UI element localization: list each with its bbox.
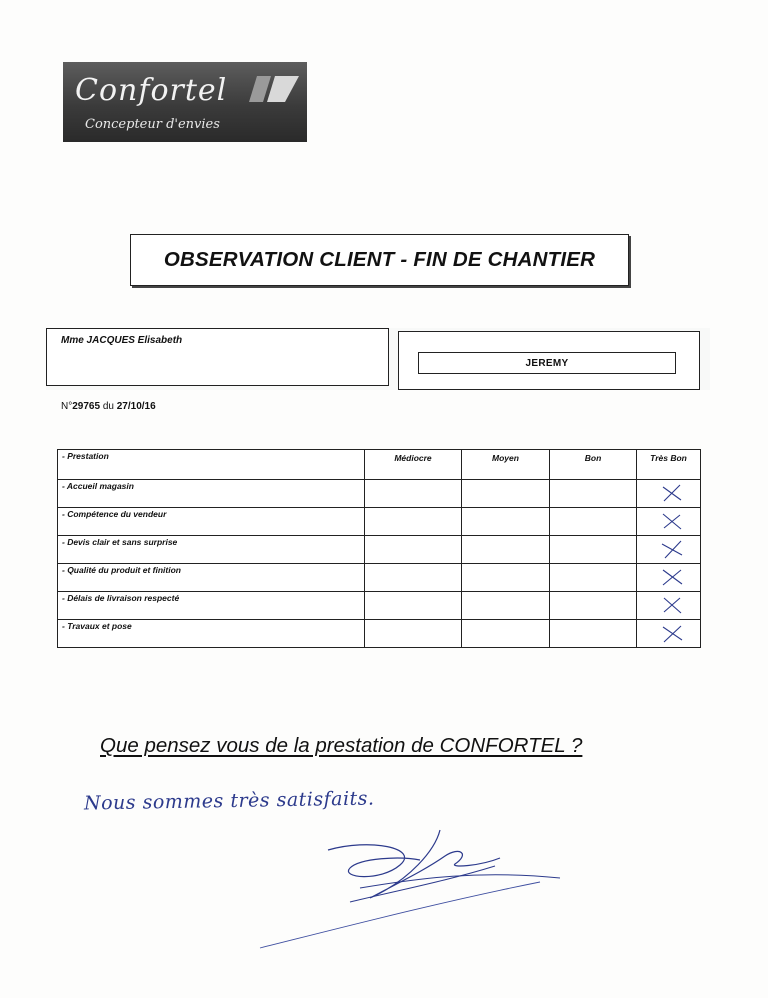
cell-bon[interactable] xyxy=(550,536,637,564)
cell-mediocre[interactable] xyxy=(365,620,462,648)
table-row xyxy=(58,508,701,536)
cell-bon[interactable] xyxy=(550,592,637,620)
table-row xyxy=(58,620,701,648)
cell-mediocre[interactable] xyxy=(365,564,462,592)
row-label: - Devis clair et sans surprise xyxy=(58,536,365,564)
cell-tres-bon[interactable] xyxy=(637,564,701,592)
cell-bon[interactable] xyxy=(550,508,637,536)
cell-moyen[interactable] xyxy=(462,592,550,620)
cell-mediocre[interactable] xyxy=(365,480,462,508)
table-row xyxy=(58,480,701,508)
cell-moyen[interactable] xyxy=(462,564,550,592)
cross-mark-icon xyxy=(661,623,683,643)
technician-box xyxy=(398,331,700,390)
order-du: du xyxy=(102,401,114,412)
cross-mark-icon xyxy=(661,567,683,587)
cell-bon[interactable] xyxy=(550,620,637,648)
cross-mark-icon xyxy=(661,511,683,531)
handwritten-answer: Nous sommes très satisfaits. xyxy=(83,787,375,815)
order-date: 27/10/16 xyxy=(116,401,156,412)
cell-tres-bon[interactable] xyxy=(637,536,701,564)
cell-mediocre[interactable] xyxy=(365,508,462,536)
client-name: Mme JACQUES Elisabeth xyxy=(61,335,183,346)
row-label: - Accueil magasin xyxy=(58,480,365,508)
row-label: - Qualité du produit et finition xyxy=(58,564,365,592)
technician-name: JEREMY xyxy=(525,357,569,369)
cell-tres-bon[interactable] xyxy=(637,508,701,536)
table-header-row xyxy=(58,450,701,480)
order-number: 29765 xyxy=(72,401,101,412)
evaluation-table xyxy=(57,449,701,648)
confortel-logo xyxy=(63,62,307,142)
row-label: - Compétence du vendeur xyxy=(58,508,365,536)
row-label: - Délais de livraison respecté xyxy=(58,592,365,620)
signature-icon xyxy=(250,820,580,960)
header-bon: Bon xyxy=(550,450,637,480)
document-title: OBSERVATION CLIENT - FIN DE CHANTIER xyxy=(163,248,596,271)
cross-mark-icon xyxy=(661,539,683,559)
header-tres-bon: Très Bon xyxy=(637,450,701,480)
header-prestation: - Prestation xyxy=(58,450,365,480)
cell-moyen[interactable] xyxy=(462,536,550,564)
cell-moyen[interactable] xyxy=(462,620,550,648)
cell-bon[interactable] xyxy=(550,564,637,592)
order-reference xyxy=(61,401,156,412)
client-box xyxy=(46,328,389,386)
cell-mediocre[interactable] xyxy=(365,592,462,620)
cell-tres-bon[interactable] xyxy=(637,620,701,648)
document-title-box xyxy=(130,234,629,286)
question-heading: Que pensez vous de la prestation de CONFORTEL ? xyxy=(100,734,583,757)
cell-tres-bon[interactable] xyxy=(637,592,701,620)
cell-moyen[interactable] xyxy=(462,508,550,536)
order-prefix: N° xyxy=(61,401,73,412)
header-moyen: Moyen xyxy=(462,450,550,480)
header-mediocre: Médiocre xyxy=(365,450,462,480)
table-row xyxy=(58,592,701,620)
technician-field xyxy=(418,352,676,374)
table-row xyxy=(58,564,701,592)
cell-bon[interactable] xyxy=(550,480,637,508)
cell-mediocre[interactable] xyxy=(365,536,462,564)
table-row xyxy=(58,536,701,564)
svg-text:Confortel: Confortel xyxy=(75,73,228,108)
row-label: - Travaux et pose xyxy=(58,620,365,648)
cross-mark-icon xyxy=(661,483,683,503)
cross-mark-icon xyxy=(661,595,683,615)
cell-tres-bon[interactable] xyxy=(637,480,701,508)
cell-moyen[interactable] xyxy=(462,480,550,508)
svg-text:Concepteur d'envies: Concepteur d'envies xyxy=(85,117,220,132)
